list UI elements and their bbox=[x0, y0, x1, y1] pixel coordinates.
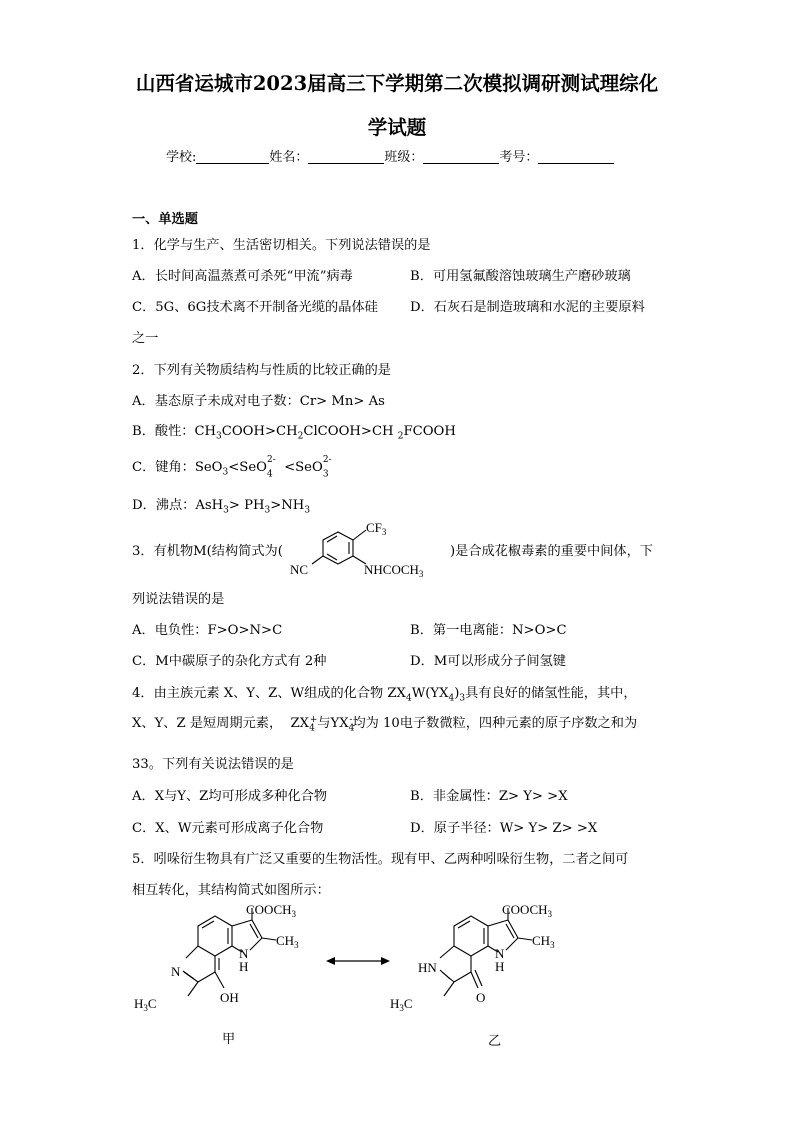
q3-stem-post: )是合成花椒毒素的重要中间体，下 bbox=[450, 544, 653, 559]
q2-option-c-label: C．键角： bbox=[132, 460, 195, 475]
jia-pyridine-n: N bbox=[171, 964, 181, 979]
molecule-m-structure bbox=[288, 516, 448, 580]
q4-option-b: B．非金属性：Z> Y> >X bbox=[410, 789, 568, 804]
q2-option-b: B．酸性：$CH_3COOH>CH_2ClCOOH>CH$ $_2$FCOOH bbox=[132, 424, 456, 442]
jia-ester-group: $COOCH_3$ bbox=[246, 902, 297, 919]
q3-option-b: B．第一电离能：N>O>C bbox=[410, 623, 567, 638]
section-heading: 一、单选题 bbox=[132, 212, 198, 227]
q4-stem-pre: 4．由主族元素 X、Y、Z、W组成的化合物 ZX bbox=[132, 686, 406, 701]
structure-yi bbox=[390, 900, 590, 1020]
cf3-group: $CF_3$ bbox=[366, 520, 387, 537]
title-line-1: 山西省运城市2023届高三下学期第二次模拟调研测试理综化 bbox=[135, 72, 659, 95]
q3-option-a: A．电负性：F>O>N>C bbox=[132, 623, 283, 638]
yi-nh-h: H bbox=[495, 959, 505, 974]
q4-stem: 4．由主族元素 X、Y、Z、W组成的化合物 $ZX_4W(YX_4)_3$具有良好的储氢性能，其中， bbox=[132, 686, 637, 704]
jia-nh-h: H bbox=[239, 959, 249, 974]
q5-stem-cont: 相互转化，其结构简式如图所示： bbox=[132, 883, 330, 898]
yi-hn-group: HN bbox=[418, 960, 437, 975]
exam-number-blank[interactable] bbox=[538, 149, 614, 164]
acetamido-group: $NHCOCH_3$ bbox=[364, 562, 424, 579]
q2-option-a: A．基态原子未成对电子数：Cr> Mn> As bbox=[132, 394, 385, 409]
label-jia: 甲 bbox=[222, 1032, 236, 1047]
q1-option-d: D．石灰石是制造玻璃和水泥的主要原料 bbox=[410, 300, 645, 315]
nitrile-group: NC bbox=[290, 562, 309, 577]
q2-option-d-label: D．沸点： bbox=[132, 498, 196, 513]
q4-option-c: C．X、W元素可形成离子化合物 bbox=[132, 821, 324, 836]
q1-option-a: A．长时间高温蒸煮可杀死“甲流”病毒 bbox=[132, 269, 353, 284]
q1-option-b: B．可用氢氟酸溶蚀玻璃生产磨砂玻璃 bbox=[410, 269, 631, 284]
q3-option-c: C．M中碳原子的杂化方式有 2种 bbox=[132, 654, 327, 669]
q5-stem: 5．吲哚衍生物具有广泛又重要的生物活性。现有甲、乙两种吲哚衍生物，二者之间可 bbox=[132, 852, 629, 867]
structure-jia bbox=[128, 900, 328, 1020]
exam-number-label: 考号： bbox=[499, 150, 539, 165]
name-blank[interactable] bbox=[308, 149, 384, 164]
yi-methyl-h3c: $H_3C$ bbox=[390, 996, 413, 1013]
q2-option-b-label: B．酸性： bbox=[132, 424, 195, 439]
q1-stem: 1．化学与生产、生活密切相关。下列说法错误的是 bbox=[132, 238, 431, 253]
jia-methyl-group: $CH_3$ bbox=[276, 933, 299, 950]
class-blank[interactable] bbox=[423, 149, 499, 164]
q4-line-3: 33。下列有关说法错误的是 bbox=[132, 757, 294, 772]
q2-stem: 2．下列有关物质结构与性质的比较正确的是 bbox=[132, 363, 391, 378]
jia-methyl-h3c: $H_3C$ bbox=[134, 996, 157, 1013]
q3-option-d: D．M可以形成分子间氢键 bbox=[410, 654, 566, 669]
yi-nh-n: N bbox=[495, 946, 505, 961]
jia-nh-n: N bbox=[239, 946, 249, 961]
yi-ester-group: $COOCH_3$ bbox=[502, 902, 553, 919]
name-label: 姓名： bbox=[269, 150, 309, 165]
q4-option-d: D．原子半径：W> Y> Z> >X bbox=[410, 821, 598, 836]
label-yi: 乙 bbox=[488, 1034, 502, 1049]
school-label: 学校: bbox=[166, 150, 197, 165]
yi-methyl-group: $CH_3$ bbox=[532, 933, 555, 950]
q4-line-2: X、Y、Z 是短周期元素， $ZX_4^+$与$YX_4^-$均为 10电子数微粒，四种元素的原子序数之和为 bbox=[132, 714, 638, 734]
q4-option-a: A．X与Y、Z均可形成多种化合物 bbox=[132, 789, 328, 804]
q1-option-d-cont: 之一 bbox=[132, 331, 159, 346]
q4-line-2-pre: X、Y、Z 是短周期元素， bbox=[132, 716, 283, 731]
student-info-row bbox=[166, 146, 614, 165]
q2-option-c: C．键角：SeO$_3$<SeO$^{2-}$ $_4$ <SeO$^{2-}$ $_3$ bbox=[132, 455, 332, 480]
q2-option-d: D．沸点：$AsH_3> PH_3>NH_3$ bbox=[132, 498, 311, 516]
yi-carbonyl-o: O bbox=[476, 990, 486, 1005]
double-arrow-icon bbox=[326, 954, 390, 968]
q3-stem-cont: 列说法错误的是 bbox=[132, 592, 225, 607]
class-label: 班级： bbox=[384, 150, 424, 165]
jia-hydroxyl: OH bbox=[220, 990, 239, 1005]
q4-line-2-post: 均为 10电子数微粒，四种元素的原子序数之和为 bbox=[352, 716, 638, 731]
q4-stem-post: 具有良好的储氢性能，其中， bbox=[465, 686, 637, 701]
title-line-2: 学试题 bbox=[367, 116, 427, 139]
school-blank[interactable] bbox=[196, 149, 269, 164]
q1-option-c: C．5G、6G技术离不开制备光缆的晶体硅 bbox=[132, 300, 378, 315]
q3-stem-pre: 3．有机物M(结构简式为( bbox=[132, 544, 283, 559]
